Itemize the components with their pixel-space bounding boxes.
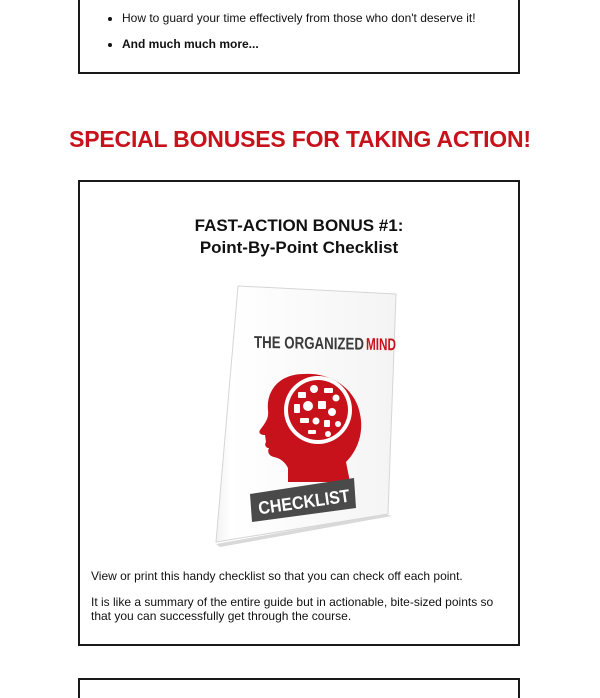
features-list bbox=[80, 10, 476, 62]
bonus-title-line1: FAST-ACTION BONUS #1: bbox=[194, 216, 404, 235]
list-item: • How to guard your time effectively from those who don't deserve it! bbox=[122, 10, 476, 26]
cover-label: CHECKLIST bbox=[257, 484, 362, 519]
features-box bbox=[78, 0, 520, 74]
bonus-section-heading: SPECIAL BONUSES FOR TAKING ACTION! bbox=[69, 126, 531, 152]
bonus-title-line2: Point-By-Point Checklist bbox=[199, 238, 399, 257]
checklist-cover-image bbox=[208, 282, 398, 547]
bonus-description: View or print this handy checklist so that you can check off each point. bbox=[91, 569, 463, 583]
cover-title-part1: THE ORGANIZED bbox=[254, 332, 395, 355]
bonus-description: It is like a summary of the entire guide but in actionable, bite-sized points so that you can successfully get through the course. bbox=[91, 595, 494, 623]
cover-title-part2: MIND bbox=[366, 334, 398, 355]
list-item: • And much much more... bbox=[122, 36, 476, 52]
next-bonus-box bbox=[78, 678, 520, 698]
bonus-title bbox=[80, 215, 518, 259]
bonus-box bbox=[78, 180, 520, 646]
